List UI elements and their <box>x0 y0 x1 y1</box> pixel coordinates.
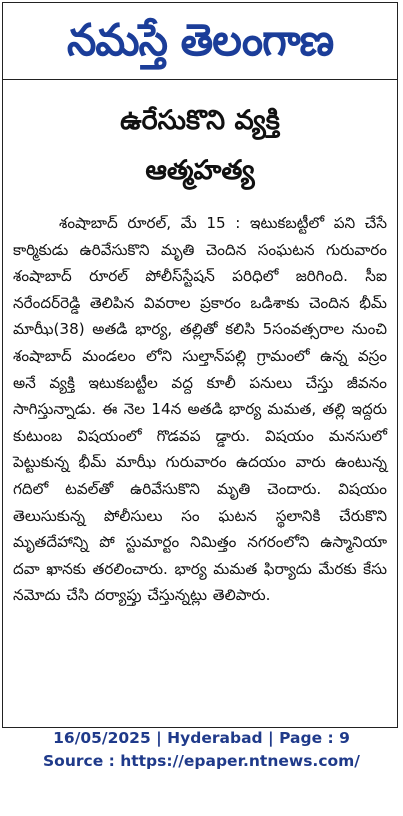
newspaper-title: నమస్తే తెలంగాణ <box>66 15 334 66</box>
news-clipping <box>2 2 398 728</box>
article-headline <box>3 96 397 196</box>
footer-meta: 16/05/2025 | Hyderabad | Page : 9 <box>53 729 350 747</box>
footer-source: Source : https://epaper.ntnews.com/ <box>43 752 360 770</box>
headline-line-2: ఆత్మహత్య <box>145 155 255 186</box>
headline-line-1: ఉరేసుకొని వ్యక్తి <box>120 105 280 136</box>
article-body: శంషాబాద్ రూరల్, మే 15 : ఇటుకబట్టీలో పని చేసే కార్మికుడు ఉరివేసుకొని మృతి చెందిన సంఘటన గురువారం శంషాబాద్ రూరల్ పోలీస్‌స్టేషన్ పరిధిలో జరిగింది. సీఐ నరేందర్‌రెడ్డి తెలిపిన వివరాల ప్రకారం ఒడిశాకు చెందిన భీమ్ మాఝీ(38) అతడి భార్య, తల్లితో కలిసి 5సంవత్సరాల నుంచి శంషాబాద్ మండలం లోని సుల్తాన్‌పల్లి గ్రామంలో ఉన్న వస్రం అనే వ్యక్తి ఇటుకబట్టీల వద్ద కూలీ పనులు చేస్తు జీవనం సాగిస్తున్నాడు. ఈ నెల 14న అతడి భార్య మమత, తల్లి ఇద్దరు కుటుంబ విషయంలో గొడవప డ్డారు. విషయం మనసులో పెట్టుకున్న భీమ్ మాఝీ గురువారం ఉదయం వారు ఉంటున్న గదిలో టవల్‌తో ఉరివేసుకొని మృతి చెందారు. విషయం తెలుసుకున్న పోలీసులు సం ఘటన స్థలానికి చేరుకొని మృతదేహాన్ని పో స్టుమార్టం నిమిత్తం నగరంలోని ఉస్మానియా దవా ఖానకు తరలించారు. భార్య మమత ఫిర్యాదు మేరకు కేసు నమోదు చేసి దర్యాప్తు చేస్తున్నట్లు తెలిపారు. <box>13 214 387 605</box>
masthead <box>3 3 397 80</box>
